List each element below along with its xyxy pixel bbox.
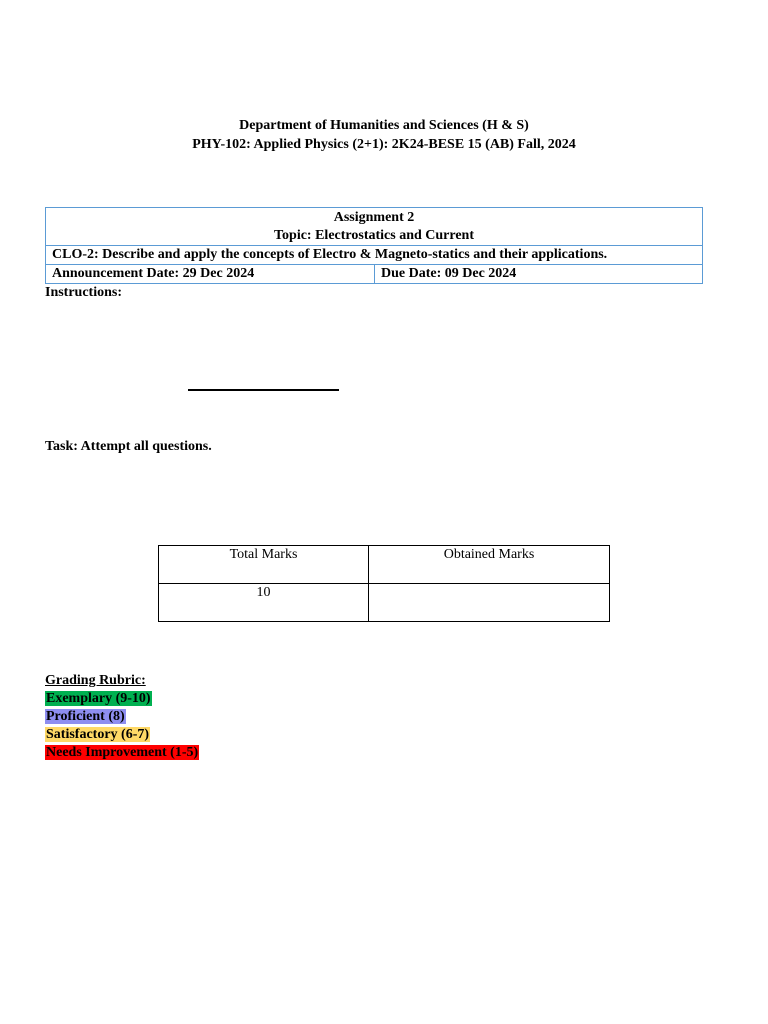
task-text: Task: Attempt all questions.: [45, 439, 212, 454]
assignment-title: Assignment 2: [333, 210, 415, 225]
obtained-marks-value: [369, 584, 610, 622]
clo-cell: CLO-2: Describe and apply the concepts of Electro & Magneto-statics and their applications.: [46, 246, 703, 265]
rubric-needs-improvement: Needs Improvement (1-5): [46, 745, 199, 760]
marks-table: [158, 545, 610, 622]
assignment-info-table: [45, 207, 703, 284]
rubric-satisfactory: Satisfactory (6-7): [46, 727, 150, 742]
horizontal-rule: [188, 389, 339, 391]
assignment-title-cell: [46, 208, 703, 246]
rubric-title: Grading Rubric:: [45, 673, 146, 688]
instructions-label: Instructions:: [45, 285, 123, 300]
total-marks-header: Total Marks: [159, 546, 369, 584]
obtained-marks-header: Obtained Marks: [369, 546, 610, 584]
assignment-topic: Topic: Electrostatics and Current: [273, 228, 474, 243]
rubric-proficient: Proficient (8): [46, 709, 125, 724]
announcement-date: Announcement Date: 29 Dec 2024: [46, 265, 375, 284]
course-heading: PHY-102: Applied Physics (2+1): 2K24-BESE 15 (AB) Fall, 2024: [192, 137, 576, 152]
rubric-exemplary: Exemplary (9-10): [46, 691, 151, 706]
total-marks-value: 10: [159, 584, 369, 622]
due-date: Due Date: 09 Dec 2024: [375, 265, 703, 284]
department-heading: Department of Humanities and Sciences (H & S): [239, 118, 529, 133]
